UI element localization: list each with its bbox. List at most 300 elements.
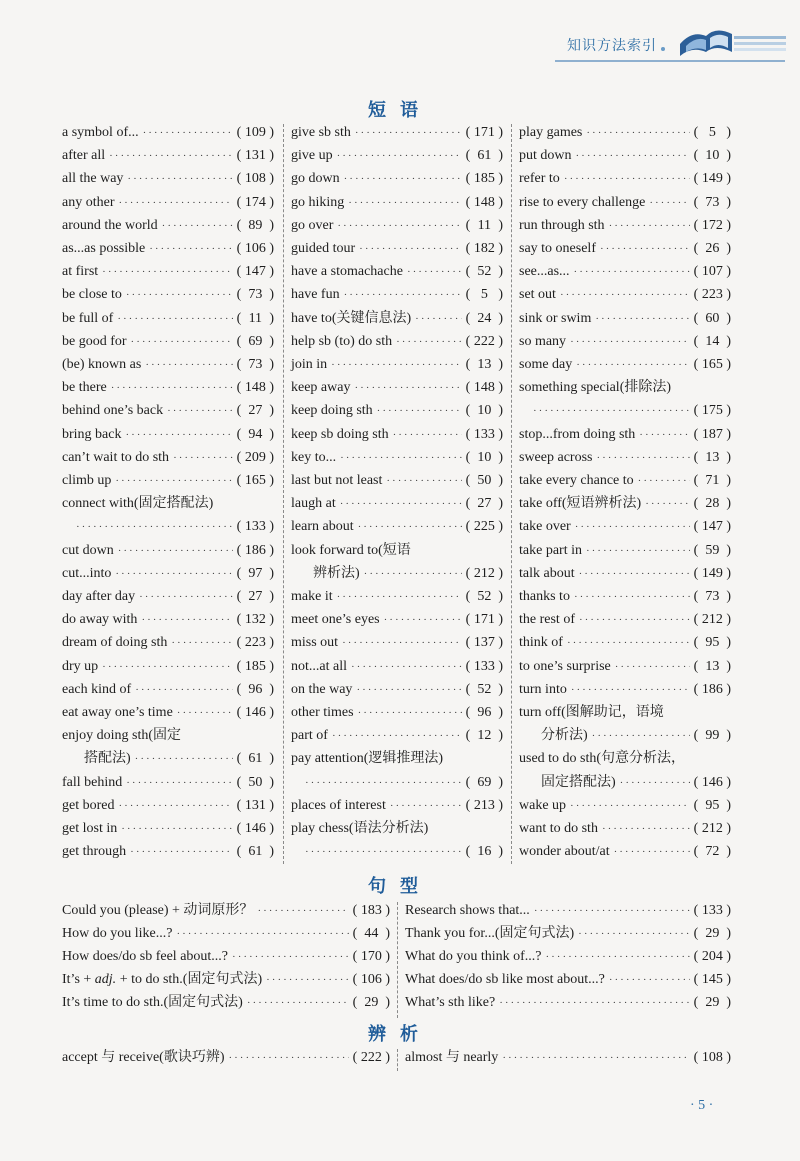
leader-dots [109,147,233,165]
index-entry [62,704,274,722]
entry-term: look forward to(短语 [291,542,411,558]
entry-term: 分析法) [541,728,588,744]
page-number-value: 223 [244,635,266,651]
leader-dots [390,797,462,815]
entry-page-ref: ( 11 ) [236,310,274,326]
page-number-value: 29 [705,995,720,1010]
entry-term: be close to [62,287,122,303]
leader-dots [576,356,689,374]
index-entry [291,797,503,815]
entry-page-ref: ( 222 ) [352,1050,390,1065]
index-entry [291,704,503,722]
entry-page-ref: ( 95 ) [693,635,731,651]
page-number-value: 44 [364,926,379,941]
index-entry [291,333,503,351]
entry-page-ref: ( 147 ) [236,264,274,280]
index-entry [62,1049,390,1067]
page-number-value: 16 [477,844,492,860]
entry-page-ref: ( 24 ) [465,310,503,326]
entry-page-ref: ( 27 ) [465,496,503,512]
leader-dots [602,820,690,838]
entry-page-ref: ( 149 ) [693,171,731,187]
entry-page-ref: ( 131 ) [236,148,274,164]
entry-term: It’s + adj. + to do sth.(固定句式法) [62,972,263,987]
leader-dots [615,658,690,676]
leader-dots [609,217,690,235]
page-number-value: 131 [244,148,266,164]
entry-term: get bored [62,797,115,813]
entry-term: take over [519,519,571,535]
index-entry [519,588,731,606]
entry-term: keep away [291,380,351,396]
index-entry [291,240,503,258]
leader-dots [499,994,689,1012]
leader-dots [533,402,690,420]
entry-term: take every chance to [519,473,634,488]
entry-term: as...as possible [62,241,146,256]
index-entry [519,217,731,235]
entry-term: refer to [519,171,560,187]
page-number-value: 222 [473,333,495,349]
entry-page-ref: ( 212 ) [693,612,731,628]
leader-dots [571,681,690,699]
entry-term: think of [519,635,563,651]
entry-page-ref: ( 50 ) [465,473,503,488]
entry-term: dry up [62,658,99,674]
leader-dots [118,797,232,815]
section-title-sentences: 句型 [368,876,432,897]
entry-term: any other [62,194,115,210]
index-entry [291,472,503,490]
leader-dots [232,948,349,966]
page-number-value: 187 [701,426,723,442]
leader-dots [386,472,461,490]
leader-dots [173,449,233,467]
index-entry [62,797,274,815]
page-number-value: 61 [477,148,492,164]
entry-page-ref: ( 73 ) [236,287,274,303]
entry-page-ref: ( 73 ) [693,589,731,604]
leader-dots [564,170,690,188]
leader-dots [266,971,349,989]
entry-term: each kind of [62,681,132,697]
index-entry [62,750,274,768]
page-number-value: 223 [701,287,723,303]
entry-page-ref: ( 44 ) [352,926,390,941]
page-number-value: 13 [705,658,720,674]
leader-dots [595,310,689,328]
page-number-value: 73 [248,357,263,372]
entry-page-ref: ( 61 ) [465,148,503,164]
entry-term: climb up [62,473,112,488]
index-entry [519,518,731,536]
leader-dots [76,518,233,536]
index-entry [62,948,390,966]
leader-dots [118,542,233,560]
index-entry [519,263,731,281]
index-entry [62,402,274,420]
index-entry [519,286,731,304]
entry-term: have a stomachache [291,264,403,280]
leader-dots [355,124,462,142]
entry-term: some day [519,357,573,372]
entry-term: accept 与 receive(歌诀巧辨) [62,1050,225,1065]
index-entry [519,402,731,420]
entry-term: set out [519,287,556,303]
entry-page-ref: ( 146 ) [693,774,731,790]
page-number-value: 148 [473,380,495,396]
entry-term: to one’s surprise [519,658,611,674]
leader-dots [393,426,462,444]
leader-dots [596,449,689,467]
entry-term: How do you like...? [62,926,173,941]
page-number-value: 52 [477,681,492,697]
entry-page-ref: ( 27 ) [236,403,274,419]
page-number-value: 10 [477,449,492,465]
entry-page-ref: ( 172 ) [693,217,731,233]
leader-dots [574,263,690,281]
page-number-value: 148 [244,380,266,396]
page-number-value: 13 [477,357,492,372]
entry-page-ref: ( 52 ) [465,681,503,697]
leader-dots [600,240,690,258]
page-number-value: 107 [701,264,723,280]
entry-term: say to oneself [519,241,596,256]
entry-term: last but not least [291,473,383,488]
entry-term: go over [291,217,334,233]
leader-dots [135,681,232,699]
entry-page-ref: ( 96 ) [236,681,274,697]
leader-dots [305,774,462,792]
index-entry [62,333,274,351]
entry-page-ref: ( 149 ) [693,565,731,581]
page-number-value: 225 [473,519,495,535]
entry-page-ref: ( 109 ) [236,125,274,140]
page-header [0,0,800,75]
entry-term: turn into [519,681,567,697]
entry-term: want to do sth [519,821,598,836]
index-entry [291,379,503,397]
page-number-value: 186 [701,681,723,697]
entry-term: be there [62,380,107,396]
index-entry [62,449,274,467]
index-entry [62,147,274,165]
index-entry [291,750,503,768]
entry-term: Could you (please) + 动词原形？ [62,903,254,918]
page-number-value: 27 [477,496,492,512]
page-number-value: 149 [701,171,723,187]
entry-term: wonder about/at [519,844,610,860]
entry-term: have to(关键信息法) [291,310,412,326]
entry-page-ref: ( 12 ) [465,728,503,744]
entry-page-ref: ( 174 ) [236,194,274,210]
leader-dots [407,263,462,281]
index-entry [62,356,274,374]
leader-dots [127,170,232,188]
column-divider [283,124,284,864]
leader-dots [645,495,689,513]
entry-page-ref: ( 106 ) [236,241,274,256]
entry-page-ref: ( 107 ) [693,264,731,280]
section-title-distinguish: 辨析 [368,1024,432,1045]
index-entry [405,948,731,966]
index-entry [291,820,503,838]
page-number-value: 27 [248,589,263,604]
page-number-value: 69 [477,774,492,790]
entry-term: a symbol of... [62,125,139,140]
leader-dots [570,797,690,815]
index-entry [62,902,390,920]
leader-dots [579,565,690,583]
leader-dots [149,240,232,258]
leader-dots [130,843,233,861]
entry-page-ref: ( 212 ) [465,565,503,581]
entry-term: so many [519,333,567,349]
entry-term: turn off(图解助记，语境 [519,705,664,720]
entry-term: cut down [62,542,114,558]
page-number-value: 71 [705,473,720,488]
entry-page-ref: ( 108 ) [693,1050,731,1065]
leader-dots [126,286,233,304]
entry-term: places of interest [291,797,386,813]
index-entry [291,402,503,420]
page-number-value: 61 [248,751,263,767]
index-entry [62,634,274,652]
page-number-value: 171 [473,612,495,628]
entry-term: the rest of [519,612,575,628]
index-entry [519,681,731,699]
page-number-value: 13 [705,449,720,465]
entry-term: go down [291,171,340,187]
page-number-value: 222 [360,1050,382,1065]
page-number-value: 99 [705,728,720,744]
leader-dots [125,426,232,444]
index-entry [62,194,274,212]
entry-term: It’s time to do sth.(固定句式法) [62,995,243,1010]
entry-term: other times [291,705,354,720]
index-entry [291,588,503,606]
index-entry [291,170,503,188]
entry-term: What does/do sb like most about...? [405,972,605,987]
leader-dots [337,588,462,606]
entry-page-ref: ( 209 ) [236,449,274,465]
entry-term: behind one’s back [62,403,164,419]
leader-dots [348,194,461,212]
leader-dots [502,1049,689,1067]
entry-term: learn about [291,519,354,535]
leader-dots [560,286,690,304]
entry-page-ref: ( 137 ) [465,635,503,651]
entry-term: bring back [62,426,122,442]
page-number-value: 148 [473,194,495,210]
entry-term: take part in [519,542,582,558]
leader-dots [121,820,232,838]
index-entry [62,994,390,1012]
index-entry [291,194,503,212]
entry-term: fall behind [62,774,123,790]
index-entry [62,971,390,989]
page-number-value: 50 [477,473,492,488]
entry-term: thanks to [519,589,570,604]
index-entry [519,797,731,815]
page-number-value: 146 [244,821,266,836]
entry-term: be good for [62,333,127,349]
index-entry [62,379,274,397]
page-number-value: 28 [705,496,720,512]
entry-page-ref: ( 96 ) [465,705,503,720]
page-number-value: 165 [701,357,723,372]
index-entry [291,217,503,235]
page-number-value: 185 [473,171,495,187]
entry-term: eat away one’s time [62,705,173,720]
index-entry [519,565,731,583]
entry-page-ref: ( 99 ) [693,728,731,744]
page-number-value: 172 [701,217,723,233]
page-number-value: 10 [705,148,720,164]
index-entry [291,658,503,676]
entry-term: key to... [291,449,337,465]
leader-dots [396,333,462,351]
index-entry [405,994,731,1012]
leader-dots [171,634,232,652]
entry-term: after all [62,148,106,164]
entry-page-ref: ( 171 ) [465,612,503,628]
page-number-value: 94 [248,426,263,442]
index-entry [519,170,731,188]
entry-term: miss out [291,635,339,651]
entry-page-ref: ( 171 ) [465,125,503,140]
page-number-value: 204 [701,949,723,964]
book-logo-icon [672,22,790,60]
page-number-value: 108 [244,171,266,187]
index-entry [519,449,731,467]
leader-dots [377,402,462,420]
leader-dots [141,611,232,629]
entry-term: have fun [291,287,340,303]
entry-page-ref: ( 132 ) [236,612,274,628]
index-entry [519,542,731,560]
index-entry [291,774,503,792]
index-entry [291,124,503,142]
page-number-value: 212 [473,565,495,581]
page-number-value: 174 [244,194,266,210]
page-number-value: 11 [248,310,263,326]
entry-term: can’t wait to do sth [62,449,170,465]
entry-page-ref: ( 10 ) [465,403,503,419]
index-entry [291,611,503,629]
leader-dots [305,843,462,861]
column-divider [397,902,398,1018]
page-number-value: 165 [244,473,266,488]
index-entry [519,843,731,861]
entry-page-ref: ( 133 ) [465,658,503,674]
index-entry [62,925,390,943]
leader-dots [649,194,689,212]
entry-page-ref: ( 106 ) [352,972,390,987]
index-entry [405,925,731,943]
leader-dots [592,727,690,745]
entry-term: rise to every challenge [519,194,646,210]
entry-page-ref: ( 186 ) [693,681,731,697]
column-divider [511,124,512,864]
header-title: 知识方法索引 [567,38,657,54]
leader-dots [570,333,690,351]
index-entry [405,971,731,989]
leader-dots [358,704,462,722]
entry-term: help sb (to) do sth [291,333,393,349]
leader-dots [139,588,233,606]
entry-term: play chess(语法分析法) [291,821,429,836]
leader-dots [344,170,462,188]
entry-term: not...at all [291,658,347,674]
entry-term: join in [291,357,328,372]
index-entry [519,774,731,792]
entry-page-ref: ( 10 ) [465,449,503,465]
leader-dots [574,588,690,606]
entry-term: go hiking [291,194,345,210]
entry-page-ref: ( 52 ) [465,264,503,280]
page-number-value: 108 [701,1050,723,1065]
index-entry [62,472,274,490]
page-number-value: 29 [364,995,379,1010]
entry-page-ref: ( 133 ) [693,903,731,918]
entry-page-ref: ( 148 ) [465,380,503,396]
entry-page-ref: ( 175 ) [693,403,731,419]
entry-page-ref: ( 186 ) [236,542,274,558]
entry-page-ref: ( 223 ) [236,635,274,651]
entry-page-ref: ( 165 ) [236,473,274,488]
entry-page-ref: ( 13 ) [465,357,503,372]
leader-dots [638,472,690,490]
page-number-value: 213 [473,797,495,813]
entry-term: make it [291,589,333,604]
leader-dots [135,750,233,768]
entry-page-ref: ( 145 ) [693,972,731,987]
page-number-value: 95 [705,797,720,813]
entry-term: Research shows that... [405,903,530,918]
entry-page-ref: ( 182 ) [465,241,503,256]
leader-dots [177,704,233,722]
leader-dots [118,194,232,212]
index-entry [519,426,731,444]
entry-page-ref: ( 204 ) [693,949,731,964]
index-entry [291,843,503,861]
page-number-value: 5 [480,287,488,303]
section-title-phrases: 短语 [368,100,432,121]
entry-page-ref: ( 108 ) [236,171,274,187]
entry-term: sink or swim [519,310,592,326]
page-number-value: 14 [705,333,720,349]
entry-page-ref: ( 72 ) [693,844,731,860]
index-entry [291,286,503,304]
entry-term: used to do sth(句意分析法， [519,751,686,767]
page-number-value: 96 [477,705,492,720]
leader-dots [340,449,462,467]
leader-dots [337,217,461,235]
entry-page-ref: ( 225 ) [465,519,503,535]
leader-dots [331,356,461,374]
entry-page-ref: ( 213 ) [465,797,503,813]
index-entry [62,518,274,536]
page-number-value: 69 [248,333,263,349]
entry-term: laugh at [291,496,336,512]
page-number-value: 5 [708,125,716,140]
entry-page-ref: ( 5 ) [465,287,503,303]
leader-dots [102,263,233,281]
entry-page-ref: ( 185 ) [236,658,274,674]
index-entry [519,658,731,676]
entry-term: keep sb doing sth [291,426,389,442]
